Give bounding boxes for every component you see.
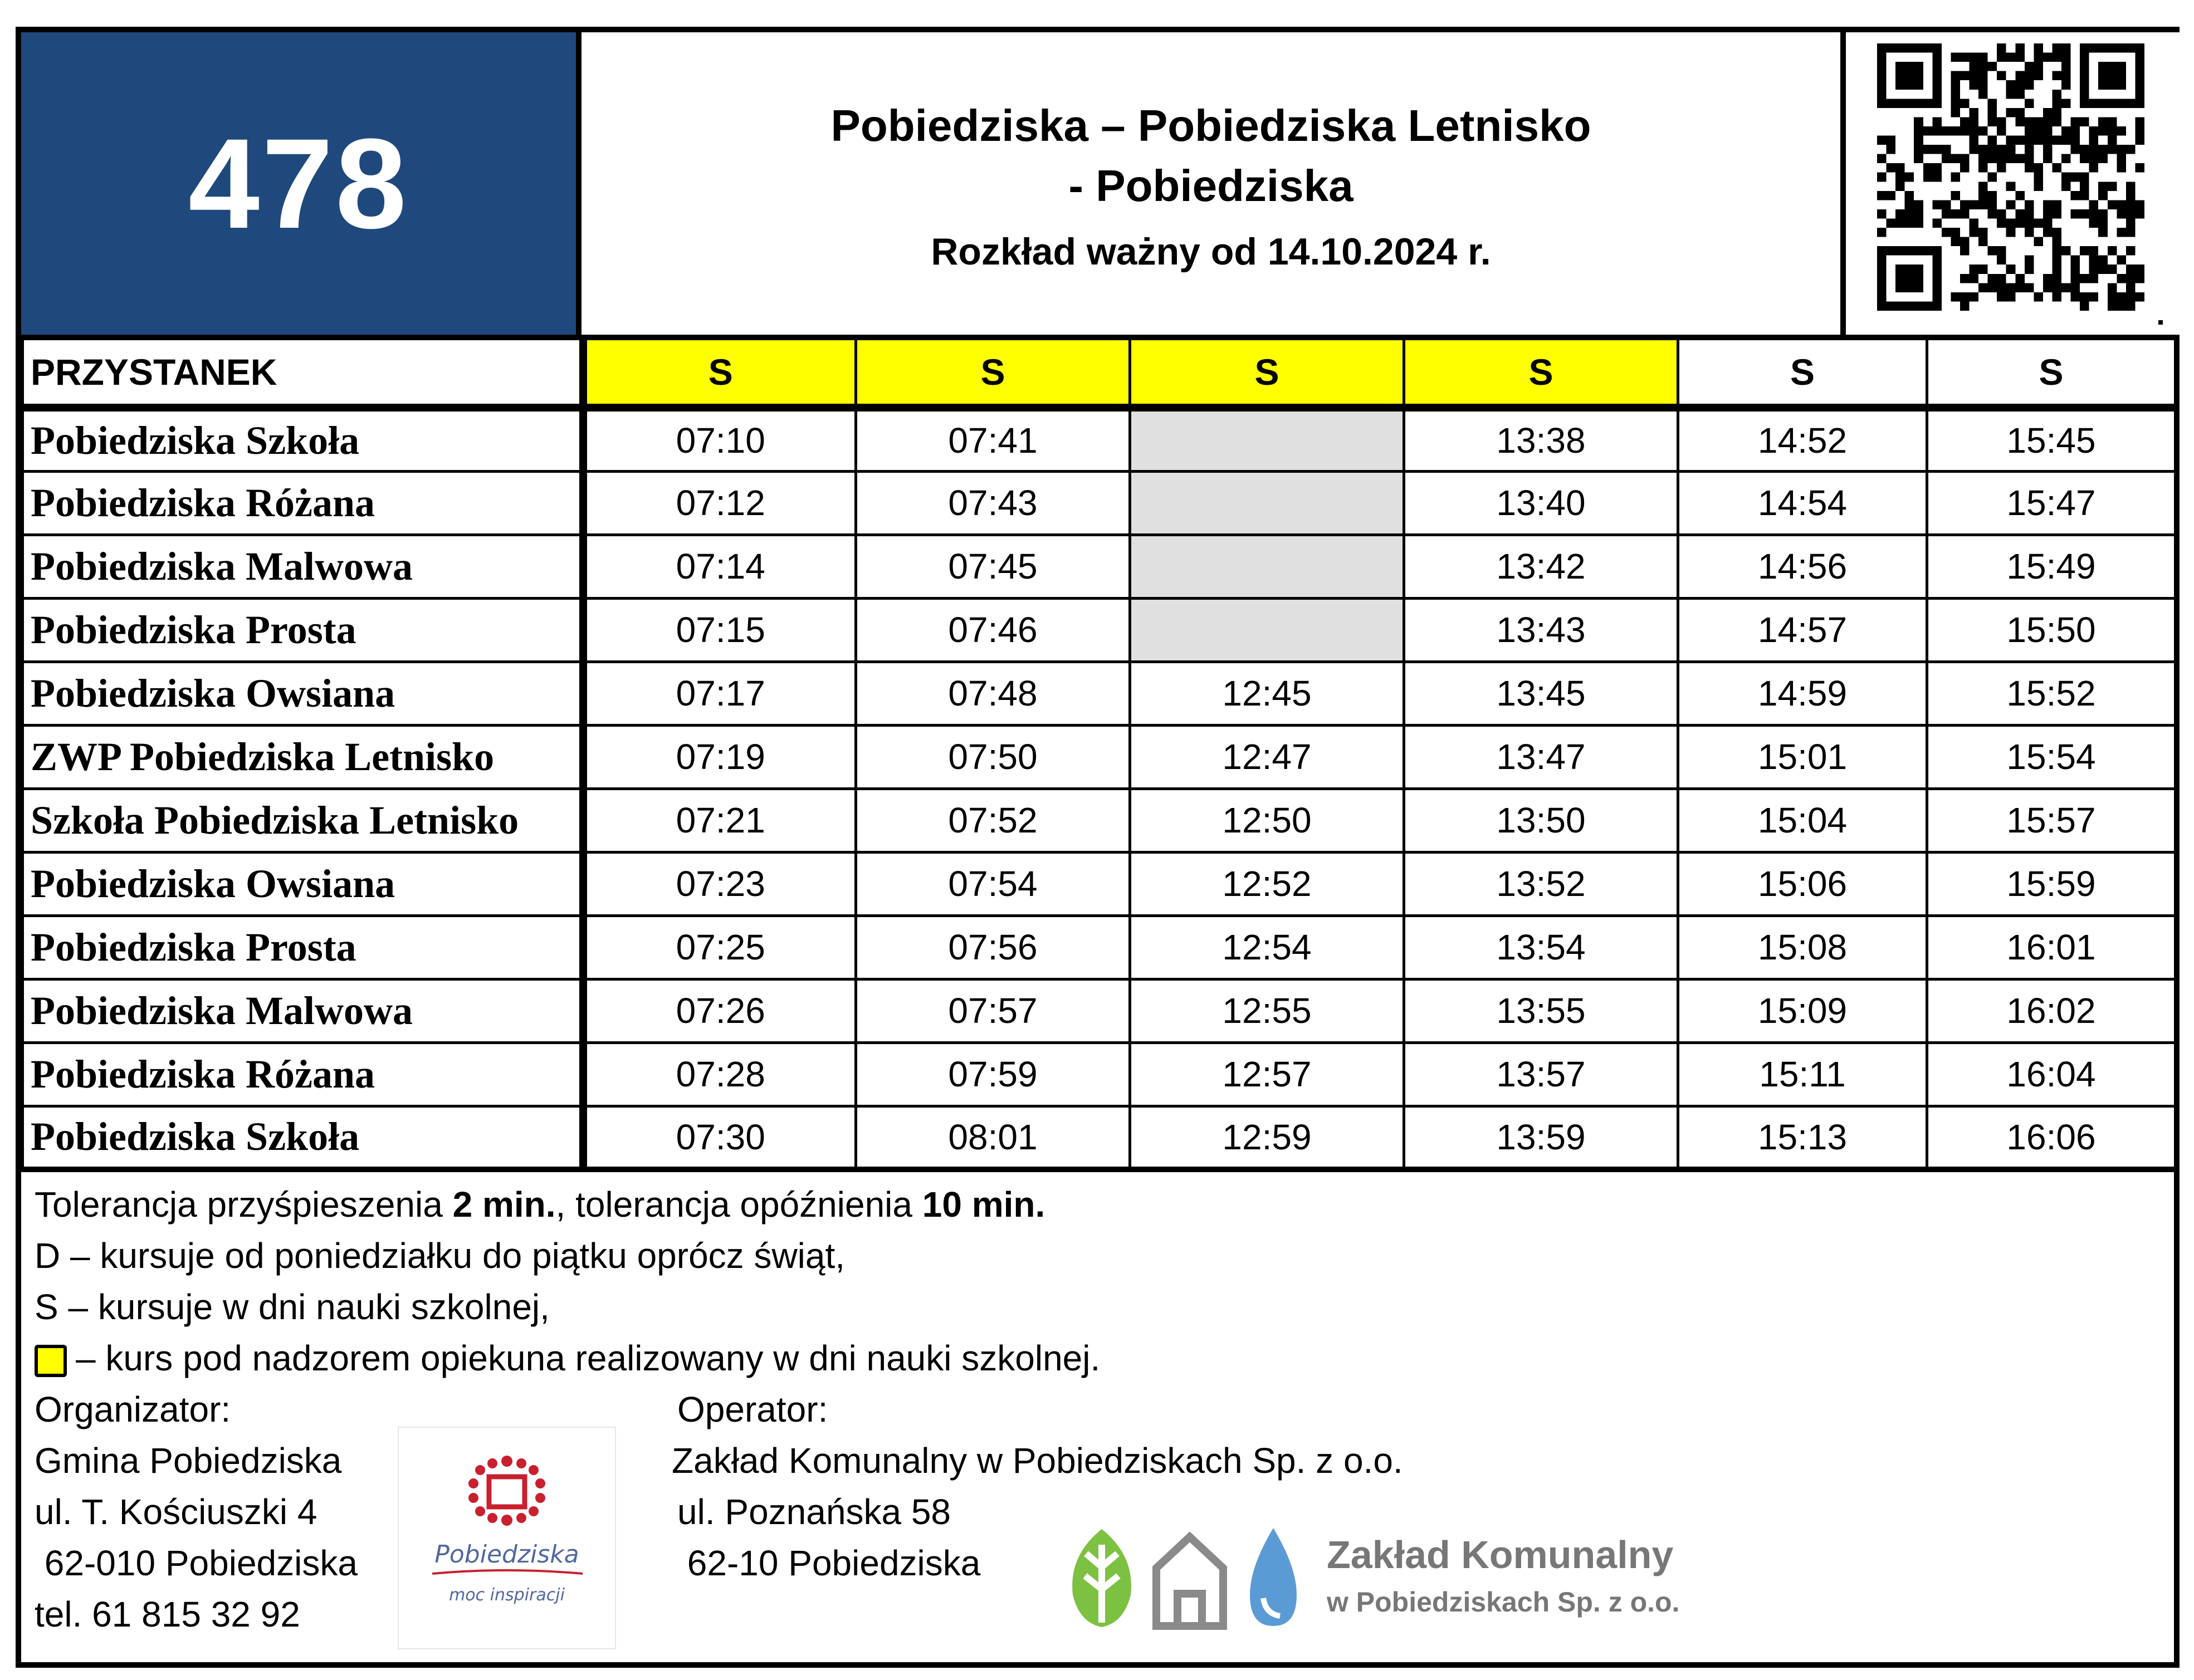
departure-time: 07:46 xyxy=(856,598,1130,662)
departure-time: 15:49 xyxy=(1927,535,2176,598)
departure-time: 15:06 xyxy=(1678,852,1927,915)
departure-time: 07:50 xyxy=(856,725,1130,788)
legend xyxy=(21,1177,2174,1667)
table-row xyxy=(23,1042,2176,1106)
departure-time: 14:57 xyxy=(1678,598,1927,662)
gmina-logo xyxy=(398,1427,616,1649)
departure-time: 15:47 xyxy=(1927,471,2176,535)
no-service-cell xyxy=(1130,408,1404,471)
departure-time: 15:09 xyxy=(1678,979,1927,1042)
departure-time: 13:42 xyxy=(1404,535,1678,598)
stop-column-header: PRZYSTANEK xyxy=(23,337,583,408)
departure-time: 15:54 xyxy=(1927,725,2176,788)
organizer-name: Gmina Pobiedziska xyxy=(35,1441,342,1481)
departure-time: 08:01 xyxy=(856,1106,1130,1169)
table-row xyxy=(23,662,2176,725)
course-header: S xyxy=(1130,337,1404,408)
departure-time: 13:55 xyxy=(1404,979,1678,1042)
table-row xyxy=(23,979,2176,1042)
qr-code-icon xyxy=(1877,43,2144,311)
stop-name: Pobiedziska Owsiana xyxy=(23,662,583,725)
departure-time: 07:48 xyxy=(856,662,1130,725)
departure-time: 15:59 xyxy=(1927,852,2176,915)
organizer-city: 62-010 Pobiedziska xyxy=(35,1543,358,1583)
organizer-street: ul. T. Kościuszki 4 xyxy=(35,1492,317,1532)
stop-name: ZWP Pobiedziska Letnisko xyxy=(23,725,583,788)
stop-name: Szkoła Pobiedziska Letnisko xyxy=(23,788,583,852)
stop-name: Pobiedziska Owsiana xyxy=(23,852,583,915)
yellow-square-icon xyxy=(35,1345,67,1377)
dot-mark xyxy=(2158,320,2163,325)
departure-time: 13:38 xyxy=(1404,408,1678,471)
no-service-cell xyxy=(1130,471,1404,535)
departure-time: 15:08 xyxy=(1678,915,1927,979)
tolerance-middle: , tolerancja opóźnienia xyxy=(555,1184,922,1225)
stop-name: Pobiedziska Szkoła xyxy=(23,408,583,471)
departure-time: 07:26 xyxy=(583,979,856,1042)
departure-time: 12:59 xyxy=(1130,1106,1404,1169)
table-row xyxy=(23,598,2176,662)
stop-name: Pobiedziska Szkoła xyxy=(23,1106,583,1169)
departure-time: 07:12 xyxy=(583,471,856,535)
stop-name: Pobiedziska Malwowa xyxy=(23,535,583,598)
table-row xyxy=(23,725,2176,788)
departure-time: 07:54 xyxy=(856,852,1130,915)
stop-name: Pobiedziska Malwowa xyxy=(23,979,583,1042)
departure-time: 07:30 xyxy=(583,1106,856,1169)
departure-time: 16:02 xyxy=(1927,979,2176,1042)
gmina-logo-icon xyxy=(399,1428,615,1648)
departure-time: 12:55 xyxy=(1130,979,1404,1042)
timetable xyxy=(21,335,2177,1172)
zaklad-logo-line2: w Pobiedziskach Sp. z o.o. xyxy=(1327,1586,1680,1618)
route-title-line2: - Pobiedziska xyxy=(1068,161,1353,210)
route-number: 478 xyxy=(188,112,409,255)
departure-time: 15:11 xyxy=(1678,1042,1927,1106)
valid-from-text: Rozkład ważny od 14.10.2024 r. xyxy=(931,231,1491,273)
course-header: S xyxy=(1404,337,1678,408)
departure-time: 07:15 xyxy=(583,598,856,662)
no-service-cell xyxy=(1130,535,1404,598)
zaklad-logo-line1: Zakład Komunalny xyxy=(1327,1533,1674,1576)
departure-time: 14:59 xyxy=(1678,662,1927,725)
course-header: S xyxy=(856,337,1130,408)
table-row xyxy=(23,471,2176,535)
departure-time: 14:56 xyxy=(1678,535,1927,598)
tolerance-line xyxy=(35,1184,1045,1225)
departure-time: 12:45 xyxy=(1130,662,1404,725)
legend-supervised-text: – kurs pod nadzorem opiekuna realizowany w dni nauki szkolnej. xyxy=(76,1338,1101,1378)
departure-time: 13:52 xyxy=(1404,852,1678,915)
course-header-row xyxy=(23,337,2176,408)
departure-time: 13:50 xyxy=(1404,788,1678,852)
stop-name: Pobiedziska Różana xyxy=(23,471,583,535)
organizer-label: Organizator: xyxy=(35,1389,231,1429)
departure-time: 12:52 xyxy=(1130,852,1404,915)
departure-time: 15:13 xyxy=(1678,1106,1927,1169)
legend-supervised xyxy=(35,1338,1100,1379)
departure-time: 12:54 xyxy=(1130,915,1404,979)
departure-time: 15:45 xyxy=(1927,408,2176,471)
departure-time: 07:57 xyxy=(856,979,1130,1042)
departure-time: 15:01 xyxy=(1678,725,1927,788)
operator-street: ul. Poznańska 58 xyxy=(677,1492,951,1532)
table-row xyxy=(23,788,2176,852)
stop-name: Pobiedziska Różana xyxy=(23,1042,583,1106)
departure-time: 16:04 xyxy=(1927,1042,2176,1106)
stop-name: Pobiedziska Prosta xyxy=(23,598,583,662)
departure-time: 15:52 xyxy=(1927,662,2176,725)
departure-time: 16:06 xyxy=(1927,1106,2176,1169)
table-row xyxy=(23,852,2176,915)
tolerance-early: 2 min. xyxy=(452,1184,556,1225)
departure-time: 13:54 xyxy=(1404,915,1678,979)
operator-label: Operator: xyxy=(677,1389,828,1429)
departure-time: 13:47 xyxy=(1404,725,1678,788)
departure-time: 14:52 xyxy=(1678,408,1927,471)
departure-time: 13:45 xyxy=(1404,662,1678,725)
departure-time: 14:54 xyxy=(1678,471,1927,535)
tolerance-prefix: Tolerancja przyśpieszenia xyxy=(35,1184,453,1225)
operator-name: Zakład Komunalny w Pobiedziskach Sp. z o.o. xyxy=(672,1441,1403,1481)
tolerance-late: 10 min. xyxy=(922,1184,1045,1225)
departure-time: 15:57 xyxy=(1927,788,2176,852)
departure-time: 07:23 xyxy=(583,852,856,915)
departure-time: 07:56 xyxy=(856,915,1130,979)
departure-time: 07:43 xyxy=(856,471,1130,535)
route-title-box xyxy=(582,32,1840,335)
course-header: S xyxy=(1678,337,1927,408)
departure-time: 07:21 xyxy=(583,788,856,852)
departure-time: 07:59 xyxy=(856,1042,1130,1106)
operator-city: 62-10 Pobiedziska xyxy=(677,1543,981,1583)
table-row xyxy=(23,1106,2176,1169)
table-row xyxy=(23,408,2176,471)
stop-name: Pobiedziska Prosta xyxy=(23,915,583,979)
gmina-logo-text: Pobiedziska xyxy=(434,1540,579,1569)
departure-time: 12:47 xyxy=(1130,725,1404,788)
departure-time: 07:19 xyxy=(583,725,856,788)
qr-code-box xyxy=(1840,32,2180,335)
departure-time: 16:01 xyxy=(1927,915,2176,979)
departure-time: 07:28 xyxy=(583,1042,856,1106)
departure-time: 07:17 xyxy=(583,662,856,725)
gmina-logo-slogan: moc inspiracji xyxy=(449,1585,565,1605)
course-header: S xyxy=(583,337,856,408)
departure-time: 12:50 xyxy=(1130,788,1404,852)
timetable-sheet xyxy=(16,27,2180,1668)
organizer-phone: tel. 61 815 32 92 xyxy=(35,1594,300,1634)
route-title-line1: Pobiedziska – Pobiedziska Letnisko xyxy=(830,101,1591,150)
legend-d: D – kursuje od poniedziałku do piątku oprócz świąt, xyxy=(35,1236,846,1276)
departure-time: 15:04 xyxy=(1678,788,1927,852)
departure-time: 12:57 xyxy=(1130,1042,1404,1106)
timetable-body xyxy=(23,408,2176,1169)
departure-time: 07:14 xyxy=(583,535,856,598)
departure-time: 13:57 xyxy=(1404,1042,1678,1106)
no-service-cell xyxy=(1130,598,1404,662)
table-row xyxy=(23,915,2176,979)
departure-time: 13:59 xyxy=(1404,1106,1678,1169)
departure-time: 13:43 xyxy=(1404,598,1678,662)
departure-time: 07:45 xyxy=(856,535,1130,598)
departure-time: 07:52 xyxy=(856,788,1130,852)
zaklad-komunalny-logo xyxy=(1063,1522,1731,1634)
legend-s: S – kursuje w dni nauki szkolnej, xyxy=(35,1287,550,1327)
departure-time: 15:50 xyxy=(1927,598,2176,662)
zaklad-komunalny-logo-icon xyxy=(1063,1522,1731,1634)
departure-time: 13:40 xyxy=(1404,471,1678,535)
departure-time: 07:25 xyxy=(583,915,856,979)
departure-time: 07:10 xyxy=(583,408,856,471)
departure-time: 07:41 xyxy=(856,408,1130,471)
route-number-box xyxy=(21,32,582,335)
course-header: S xyxy=(1927,337,2176,408)
table-row xyxy=(23,535,2176,598)
